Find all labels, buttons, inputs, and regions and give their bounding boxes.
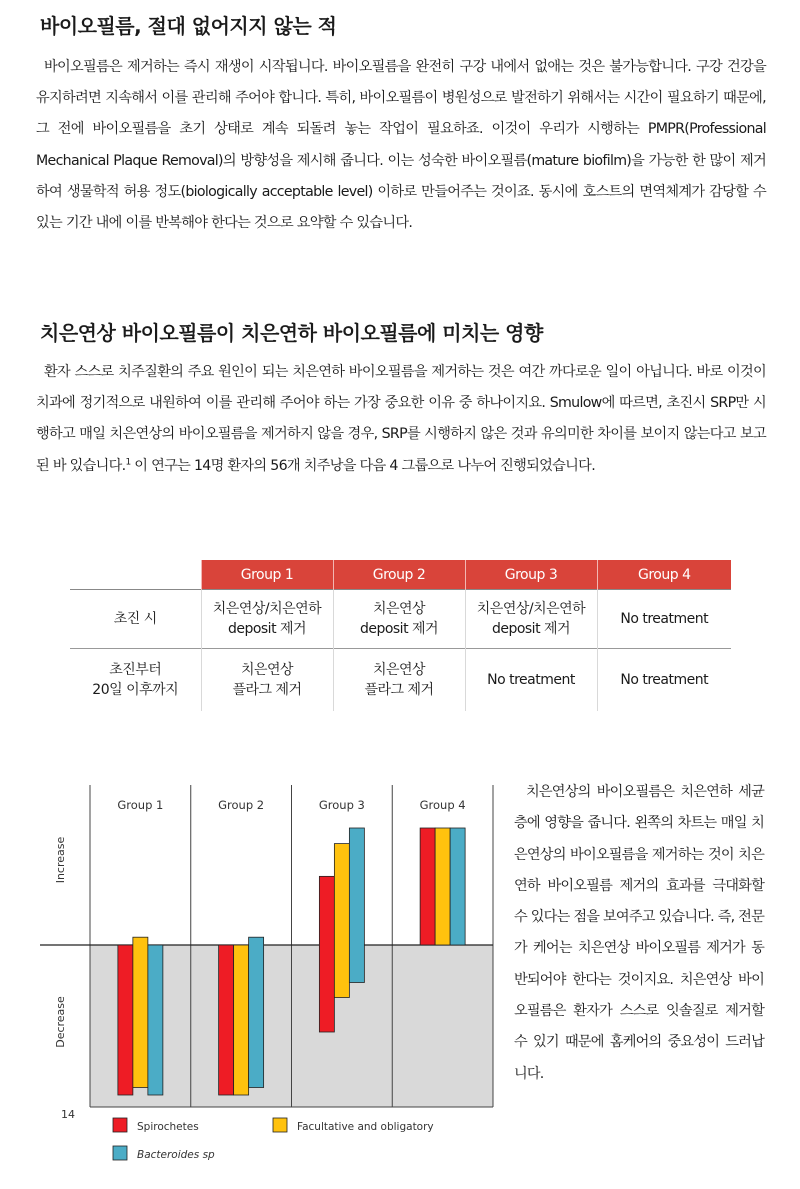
- table-corner: [70, 560, 201, 590]
- category-label: Group 4: [419, 798, 466, 812]
- table-row: [70, 590, 731, 649]
- section2-title: 치은연상 바이오필름이 치은연하 바이오필름에 미치는 영향: [40, 321, 543, 345]
- bar-bacteroides-sp-group2: [249, 937, 264, 1087]
- category-label: Group 3: [318, 798, 365, 812]
- corner-label: 14: [61, 1108, 75, 1121]
- bar-bacteroides-sp-group3: [349, 828, 364, 983]
- y-label-decrease: Decrease: [54, 996, 67, 1048]
- bar-spirochetes-group1: [118, 945, 133, 1095]
- section1-body: 바이오필름은 제거하는 즉시 재생이 시작됩니다. 바이오필름을 완전히 구강 내에서 없애는 것은 불가능합니다. 구강 건강을 유지하려면 지속해서 이를 관리해 주어야 합니다. 특히, 바이오필름이 병원성으로 발전하기 위해서는 시간이 필요하기 때문에, 그 전에 바이오필름을 초기 상태로 계속 되돌려 놓는 작업이 필요하죠. 이것이 우리가 시행하는 PMPR(Professional Mechanical Plaque Removal)의 방향성을 제시해 줍니다. 이는 성숙한 바이오필름(mature biofilm)을 가능한 한 많이 제거하여 생물학적 허용 정도(biologically acceptable level) 이하로 만들어주는 것이죠. 동시에 호스트의 면역체계가 감당할 수 있는 기간 내에 이를 반복해야 한다는 것으로 요약할 수 있습니다.: [36, 59, 766, 232]
- table-header-group4: Group 4: [597, 560, 731, 590]
- bar-facultative-and-obligatory-group3: [334, 844, 349, 998]
- row-label-followup: 초진부터 20일 이후까지: [70, 649, 201, 712]
- table-cell: 치은연상 플라그 제거: [333, 649, 465, 712]
- table-cell: 치은연상/치은연하 deposit 제거: [465, 590, 597, 649]
- legend-label: Facultative and obligatory: [297, 1121, 434, 1133]
- legend-swatch: [273, 1118, 287, 1132]
- table-cell: 치은연상/치은연하 deposit 제거: [201, 590, 333, 649]
- y-label-increase: Increase: [54, 836, 67, 884]
- table-cell: 치은연상 플라그 제거: [201, 649, 333, 712]
- bar-bacteroides-sp-group4: [450, 828, 465, 945]
- table-row: [70, 649, 731, 712]
- bar-facultative-and-obligatory-group2: [234, 945, 249, 1095]
- table-header-row: [70, 560, 731, 590]
- table-header-group1: Group 1: [201, 560, 333, 590]
- treatment-groups-table: [70, 560, 731, 711]
- bar-facultative-and-obligatory-group1: [133, 937, 148, 1087]
- bar-spirochetes-group4: [420, 828, 435, 945]
- bar-facultative-and-obligatory-group4: [435, 828, 450, 945]
- category-label: Group 2: [218, 798, 265, 812]
- section1-title: 바이오필름, 절대 없어지지 않는 적: [40, 14, 337, 38]
- category-label: Group 1: [117, 798, 164, 812]
- section2-body-continued: 이 연구는 14명 환자의 56개 치주낭을 다음 4 그룹으로 나누어 진행되었습니다.: [130, 457, 596, 474]
- bar-spirochetes-group2: [219, 945, 234, 1095]
- section2-body: [36, 357, 766, 482]
- chart-description: 치은연상의 바이오필름은 치은연하 세균층에 영향을 줍니다. 왼쪽의 차트는 매일 치은연상의 바이오필름을 제거하는 것이 치은연하 바이오필름 제거의 효과를 극대화할 수 있다는 점을 보여주고 있습니다. 즉, 전문가 케어는 치은연상 바이오필름 제거가 동반되어야 한다는 것이지요. 치은연상 바이오필름은 환자가 스스로 잇솔질로 제거할 수 있기 때문에 홈케어의 중요성이 드러납니다.: [514, 784, 764, 1082]
- bacteria-change-chart: [40, 770, 500, 1175]
- footnote-marker: 1: [125, 456, 131, 467]
- table-cell: No treatment: [597, 649, 731, 712]
- table-header-group2: Group 2: [333, 560, 465, 590]
- table-header-group3: Group 3: [465, 560, 597, 590]
- bar-spirochetes-group3: [319, 876, 334, 1032]
- table-cell: No treatment: [465, 649, 597, 712]
- bar-bacteroides-sp-group1: [148, 945, 163, 1095]
- legend-label: Spirochetes: [137, 1121, 199, 1133]
- section2-body-text: 환자 스스로 치주질환의 주요 원인이 되는 치은연하 바이오필름을 제거하는 것은 여간 까다로운 일이 아닙니다. 바로 이것이 치과에 정기적으로 내원하여 이를 관리해 주어야 하는 가장 중요한 이유 중 하나이지요. Smulow에 따르면, 초진시 SRP만 시행하고 매일 치은연상의 바이오필름을 제거하지 않을 경우, SRP를 시행하지 않은 것과 유의미한 차이를 보이지 않는다고 보고된 바 있습니다.: [36, 364, 766, 474]
- legend-swatch: [113, 1118, 127, 1132]
- table-cell: 치은연상 deposit 제거: [333, 590, 465, 649]
- table-cell: No treatment: [597, 590, 731, 649]
- legend-label: Bacteroides sp: [137, 1149, 215, 1161]
- row-label-initial: 초진 시: [70, 590, 201, 649]
- legend-swatch: [113, 1146, 127, 1160]
